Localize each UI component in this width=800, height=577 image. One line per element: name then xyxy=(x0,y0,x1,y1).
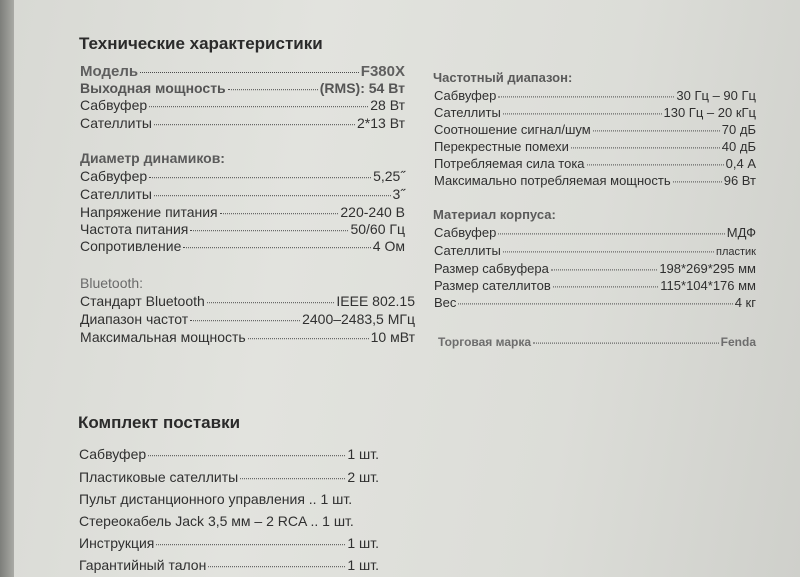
manual-page xyxy=(14,0,800,577)
mains-freq-label: Частота питания xyxy=(80,221,189,237)
voltage-label: Напряжение питания xyxy=(80,204,218,220)
page-edge xyxy=(0,0,14,577)
weight-value: 4 кг xyxy=(734,295,756,310)
package-item xyxy=(79,446,379,462)
package-item-label: Инструкция xyxy=(79,535,155,551)
bluetooth-title: Bluetooth: xyxy=(80,275,144,291)
drivers-title: Диаметр динамиков: xyxy=(80,150,225,166)
housing-sub-label: Сабвуфер xyxy=(434,225,497,240)
crosstalk-row xyxy=(434,139,756,154)
spec-sub-label: Сабвуфер xyxy=(80,97,148,113)
snr-row xyxy=(434,122,756,137)
package-item-qty: 2 шт. xyxy=(347,469,379,485)
housing-sub-value: МДФ xyxy=(726,225,756,240)
satsize-value: 115*104*176 мм xyxy=(660,278,756,293)
model-row xyxy=(80,63,405,80)
impedance-value: 4 Ом xyxy=(372,238,405,254)
snr-value: 70 дБ xyxy=(721,122,756,137)
crosstalk-value: 40 дБ xyxy=(721,139,756,154)
bt-range-value: 2400–2483,5 МГц xyxy=(302,311,415,327)
freq-sat-value: 130 Гц – 20 кГц xyxy=(663,105,756,120)
spec-sub-row xyxy=(80,97,405,113)
snr-label: Соотношение сигнал/шум xyxy=(434,122,591,137)
drv-sub-label: Сабвуфер xyxy=(80,168,148,184)
freq-sub-row xyxy=(434,88,756,103)
package-item-label: Пульт дистанционного управления .. xyxy=(79,491,317,507)
bt-power-row xyxy=(80,329,415,345)
bt-power-label: Максимальная мощность xyxy=(80,329,246,345)
freq-sub-label: Сабвуфер xyxy=(434,88,497,103)
subsize-label: Размер сабвуфера xyxy=(434,261,549,276)
drv-sat-label: Сателлиты xyxy=(80,186,152,202)
voltage-value: 220-240 В xyxy=(340,204,405,220)
power-label: Выходная мощность xyxy=(80,80,226,96)
spec-sat-row xyxy=(80,115,405,131)
freq-sat-row xyxy=(434,105,756,120)
freq-sub-value: 30 Гц – 90 Гц xyxy=(676,88,756,103)
package-item xyxy=(79,535,379,551)
mains-freq-row xyxy=(80,221,405,237)
bt-standard-row xyxy=(80,293,415,309)
maxpower-value: 96 Вт xyxy=(723,173,756,188)
package-item xyxy=(79,491,379,507)
housing-sat-row xyxy=(434,243,756,258)
satsize-row xyxy=(434,278,756,293)
package-item-label: Стереокабель Jack 3,5 мм – 2 RCA .. xyxy=(79,513,319,529)
weight-label: Вес xyxy=(434,295,457,310)
bt-power-value: 10 мВт xyxy=(370,329,415,345)
specs-title: Технические характеристики xyxy=(79,34,323,53)
package-item-qty: 1 шт. xyxy=(322,513,354,529)
spec-sat-value: 2*13 Вт xyxy=(357,115,405,131)
crosstalk-label: Перекрестные помехи xyxy=(434,139,569,154)
drv-sub-row xyxy=(80,168,405,184)
power-value: (RMS): 54 Вт xyxy=(319,80,405,96)
drv-sat-value: 3˝ xyxy=(392,186,405,202)
mains-freq-value: 50/60 Гц xyxy=(350,221,405,237)
model-value: F380X xyxy=(360,63,405,80)
bt-standard-label: Стандарт Bluetooth xyxy=(80,293,205,309)
subsize-row xyxy=(434,261,756,276)
housing-sub-row xyxy=(434,225,756,240)
package-item xyxy=(79,513,379,529)
maxpower-row xyxy=(434,173,756,188)
package-item xyxy=(79,557,379,573)
spec-sub-value: 28 Вт xyxy=(370,97,405,113)
bt-range-row xyxy=(80,311,415,327)
bt-standard-value: IEEE 802.15 xyxy=(336,293,415,309)
spec-sat-label: Сателлиты xyxy=(80,115,152,131)
satsize-label: Размер сателлитов xyxy=(434,278,551,293)
package-title: Комплект поставки xyxy=(78,413,241,432)
bt-range-label: Диапазон частот xyxy=(80,311,189,327)
drv-sat-row xyxy=(80,186,405,202)
brand-row xyxy=(438,335,756,349)
freq-sat-label: Сателлиты xyxy=(434,105,501,120)
drv-sub-value: 5,25˝ xyxy=(373,168,405,184)
frequency-title: Частотный диапазон: xyxy=(433,70,573,85)
package-item-label: Гарантийный талон xyxy=(79,557,207,573)
package-item-qty: 1 шт. xyxy=(347,446,379,462)
voltage-row xyxy=(80,204,405,220)
package-item-qty: 1 шт. xyxy=(320,491,353,507)
maxpower-label: Максимально потребляемая мощность xyxy=(434,173,671,188)
weight-row xyxy=(434,295,756,310)
housing-title: Материал корпуса: xyxy=(433,207,556,222)
package-item-qty: 1 шт. xyxy=(347,557,379,573)
current-value: 0,4 А xyxy=(725,156,756,171)
brand-label: Торговая марка xyxy=(438,335,532,349)
package-item-qty: 1 шт. xyxy=(347,535,379,551)
subsize-value: 198*269*295 мм xyxy=(659,261,756,276)
model-label: Модель xyxy=(80,63,139,80)
package-item xyxy=(79,469,379,485)
package-item-label: Сабвуфер xyxy=(79,446,147,462)
brand-value: Fenda xyxy=(720,335,756,349)
package-item-label: Пластиковые сателлиты xyxy=(79,469,239,485)
current-label: Потребляемая сила тока xyxy=(434,156,585,171)
impedance-label: Сопротивление xyxy=(80,238,182,254)
power-row xyxy=(80,80,405,96)
impedance-row xyxy=(80,238,405,254)
housing-sat-label: Сателлиты xyxy=(434,243,501,258)
housing-sat-value: пластик xyxy=(716,246,756,258)
current-row xyxy=(434,156,756,171)
